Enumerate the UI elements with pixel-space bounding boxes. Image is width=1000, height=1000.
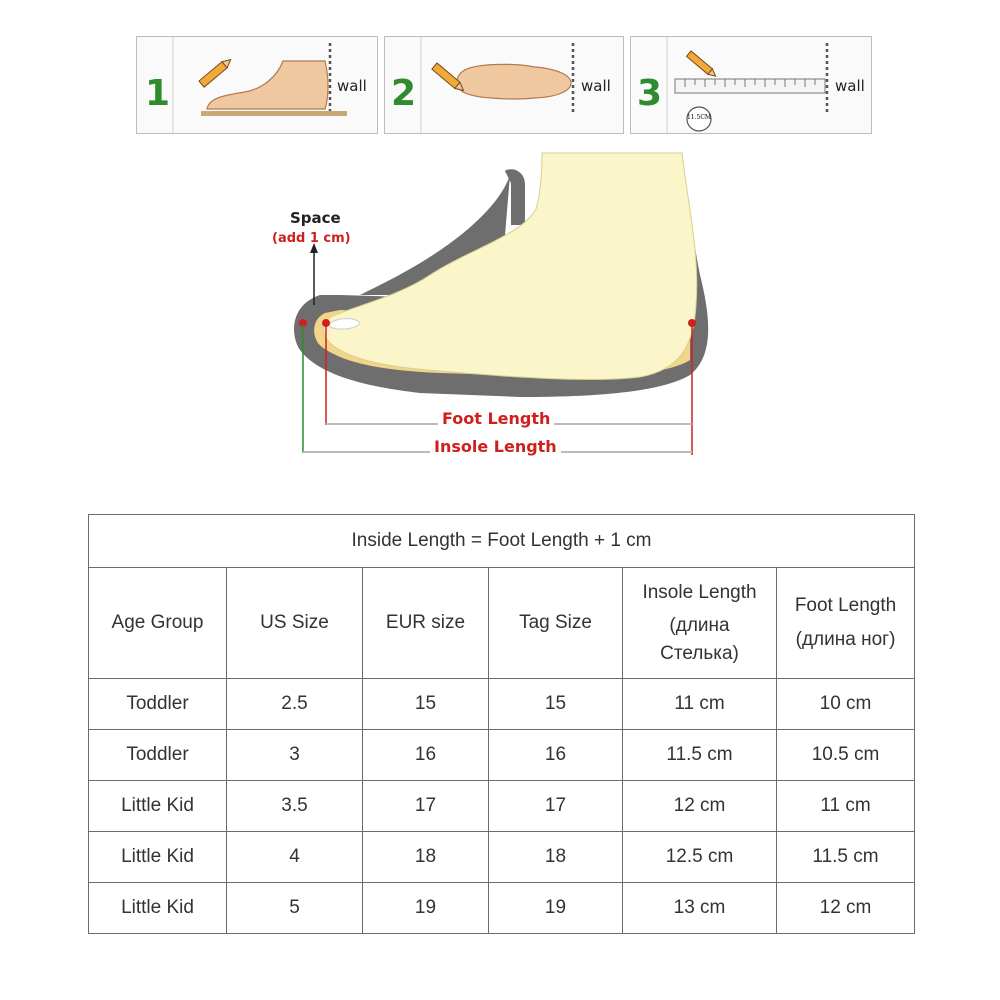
ruler-reading: 11.5CM [686,114,712,121]
space-note: (add 1 cm) [272,231,351,246]
cell-age-group: Toddler [89,730,227,781]
cell-us-size: 5 [227,883,363,934]
cell-us-size: 2.5 [227,679,363,730]
header-foot-length [777,568,915,679]
cell-tag-size: 15 [489,679,623,730]
cell-eur-size: 17 [363,781,489,832]
cell-foot-length: 11 cm [777,781,915,832]
cell-insole-length: 13 cm [623,883,777,934]
cell-us-size: 3 [227,730,363,781]
header-tag-size: Tag Size [489,568,623,679]
cell-insole-length: 12.5 cm [623,832,777,883]
cell-foot-length: 11.5 cm [777,832,915,883]
header-insole-length [623,568,777,679]
cell-tag-size: 19 [489,883,623,934]
cell-tag-size: 16 [489,730,623,781]
foot-icon [457,64,571,99]
header-us-size: US Size [227,568,363,679]
cell-age-group: Little Kid [89,883,227,934]
table-row [89,679,915,730]
cell-us-size: 3.5 [227,781,363,832]
cell-eur-size: 18 [363,832,489,883]
cell-eur-size: 19 [363,883,489,934]
cell-age-group: Toddler [89,679,227,730]
table-row [89,832,915,883]
header-age-group: Age Group [89,568,227,679]
table-row [89,781,915,832]
header-foot-length-en: Foot Length [794,595,897,617]
wall-label: wall [337,77,367,95]
ruler-icon [675,79,825,93]
measurement-steps [0,0,1000,140]
cell-foot-length: 12 cm [777,883,915,934]
cell-insole-length: 12 cm [623,781,777,832]
step-number: 2 [391,73,417,114]
cell-tag-size: 18 [489,832,623,883]
step-1-panel [136,36,378,134]
table-row [89,730,915,781]
table-header-row [89,568,915,679]
step-3-panel [630,36,872,134]
table-row [89,883,915,934]
header-insole-length-ru: (длина Стелька) [660,615,739,664]
space-label: Space [290,209,341,227]
step-2-panel [384,36,624,134]
cell-age-group: Little Kid [89,781,227,832]
insole-length-label: Insole Length [430,437,561,456]
cell-insole-length: 11.5 cm [623,730,777,781]
header-foot-length-ru: (длина ног) [795,629,896,650]
shoe-measurement-diagram [260,145,740,475]
pencil-icon [199,57,233,88]
wall-label: wall [835,77,865,95]
foot-icon [324,153,697,379]
cell-age-group: Little Kid [89,832,227,883]
cell-foot-length: 10 cm [777,679,915,730]
cell-insole-length: 11 cm [623,679,777,730]
cell-foot-length: 10.5 cm [777,730,915,781]
pencil-icon [687,51,718,79]
size-chart-table [88,514,915,934]
cell-eur-size: 16 [363,730,489,781]
step-number: 3 [637,73,663,114]
wall-label: wall [581,77,611,95]
cell-tag-size: 17 [489,781,623,832]
step-number: 1 [145,73,171,114]
header-eur-size: EUR size [363,568,489,679]
cell-us-size: 4 [227,832,363,883]
foot-length-label: Foot Length [438,409,554,428]
cell-eur-size: 15 [363,679,489,730]
table-caption: Inside Length = Foot Length + 1 cm [89,515,915,568]
header-insole-length-en: Insole Length [642,581,757,603]
